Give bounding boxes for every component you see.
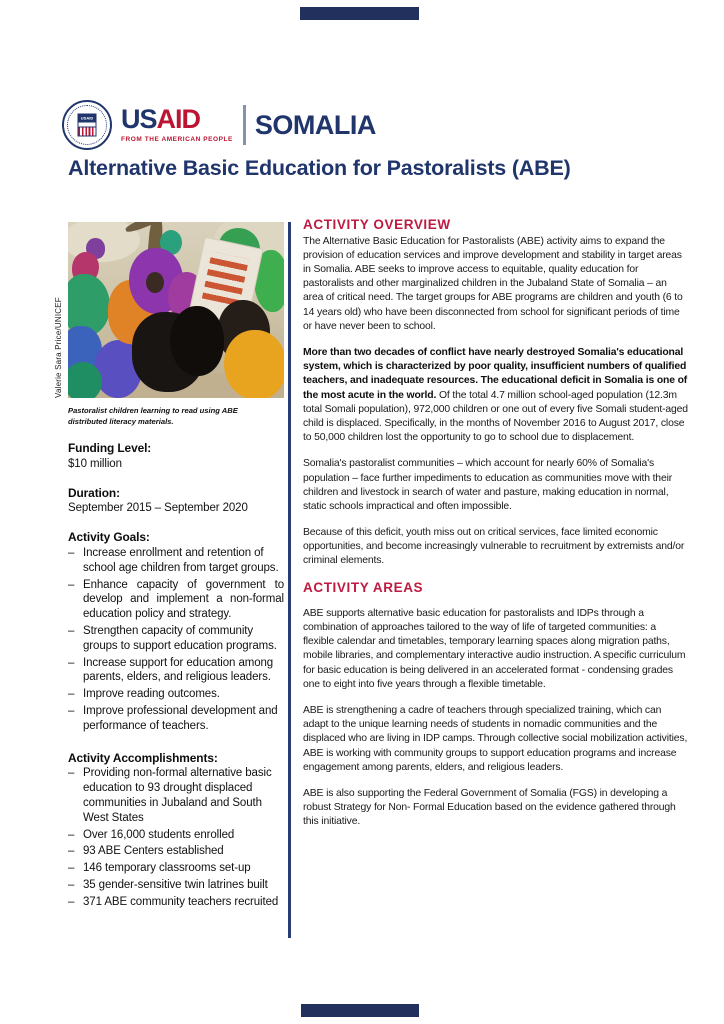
usaid-aid: AID xyxy=(156,104,201,135)
mission-name: SOMALIA xyxy=(254,109,376,140)
list-item-text: 35 gender-sensitive twin latrines built xyxy=(83,878,268,891)
logo-separator xyxy=(243,105,246,145)
list-item-text: Enhance capacity of government to develop and implement a non-formal education policy and strategy. xyxy=(83,578,284,621)
usaid-logo xyxy=(62,100,376,150)
accomplishment-item xyxy=(68,895,284,910)
photo-block xyxy=(54,222,284,427)
dash-bullet: – xyxy=(68,688,75,701)
accomplishment-item xyxy=(68,844,284,859)
areas-heading: ACTIVITY AREAS xyxy=(303,580,424,596)
usaid-seal-shield xyxy=(78,114,97,137)
list-item-text: Providing non-formal alternative basic education to 93 drought displaced communities in Jubaland and South West States xyxy=(83,767,272,824)
list-item-text: Improve reading outcomes. xyxy=(83,688,220,701)
dash-bullet: – xyxy=(68,828,75,841)
paragraph-lead: More than two decades of conflict have nearly destroyed Somalia's educational system, which is characterized by poor quality, insufficient numbers of qualified teachers, and inadequate resources. The educational deficit in Somalia is one of the most acute in the world. xyxy=(303,347,688,401)
goal-item xyxy=(68,624,284,654)
goal-item xyxy=(68,656,284,686)
goals-heading: Activity Goals: xyxy=(68,530,150,545)
dash-bullet: – xyxy=(68,895,75,908)
paragraph: ABE supports alternative basic education for pastoralists and IDPs through a combination of approaches tailored to the way of life of targeted communities: a flexible calendar and timetables, temporary learning spaces along migration paths, mobile libraries, and complementary interactive audio instruction. A specific curriculum for basic education is being delivered in an accelerated format - condensing grades one to eight into five years through a flexible timetable. xyxy=(303,608,686,690)
usaid-wordmark xyxy=(121,106,233,144)
accomplishment-item xyxy=(68,878,284,893)
photo-caption: Pastoralist children learning to read using ABE distributed literacy materials. xyxy=(68,406,238,426)
duration-value: September 2015 – September 2020 xyxy=(68,502,248,515)
list-item-text: Over 16,000 students enrolled xyxy=(83,828,235,841)
goal-item xyxy=(68,704,284,734)
paragraph: Somalia's pastoralist communities – which account for nearly 60% of Somalia's population – face further impediments to education as communities move with their children and livestock in search of water and pasture, making education in normal, static schools impractical and often impossible. xyxy=(303,458,673,512)
accomplishment-item xyxy=(68,861,284,876)
list-item-text: 146 temporary classrooms set-up xyxy=(83,862,251,875)
photo-shape xyxy=(224,330,284,398)
duration-label: Duration: xyxy=(68,485,120,500)
photo-shape xyxy=(146,272,164,293)
dash-bullet: – xyxy=(68,546,75,559)
usaid-seal-band xyxy=(79,123,96,128)
dash-bullet: – xyxy=(68,578,75,591)
goal-item xyxy=(68,687,284,702)
paragraph: The Alternative Basic Education for Pastoralists (ABE) activity aims to expand the provision of education services and improve development and stability in target areas in Somalia. ABE seeks to improve access to equitable, quality education for pastoralists and other marginalized children in the Jubaland State of Somalia – an area of critical need. The target groups for ABE programs are children and youth (6 to 14 years old) who have been disconnected from school for significant periods of time or have never been to school. xyxy=(303,236,683,332)
photo-credit: Valerie Sara Price/UNICEF xyxy=(54,297,63,398)
photo-shape xyxy=(68,362,102,398)
duration-section xyxy=(68,486,284,517)
goals-list xyxy=(68,546,284,734)
accomplishments-section xyxy=(68,751,284,910)
accomplishment-item xyxy=(68,766,284,825)
dash-bullet: – xyxy=(68,878,75,891)
usaid-us: US xyxy=(121,104,157,135)
dash-bullet: – xyxy=(68,767,75,780)
funding-section xyxy=(68,441,284,472)
overview-paragraphs xyxy=(303,235,689,568)
page-top-marker xyxy=(300,7,419,20)
accomplishments-list xyxy=(68,766,284,909)
accomplishments-heading: Activity Accomplishments: xyxy=(68,750,218,765)
funding-value: $10 million xyxy=(68,457,122,470)
page-title: Alternative Basic Education for Pastoralists (ABE) xyxy=(68,156,571,180)
areas-paragraphs xyxy=(303,607,689,829)
goal-item xyxy=(68,546,284,576)
list-item-text: 371 ABE community teachers recruited xyxy=(83,895,279,908)
goal-item xyxy=(68,578,284,622)
paragraph: Because of this deficit, youth miss out on critical services, face limited economic opportunities, and become increasingly vulnerable to recruitment by extremists and/or criminal elements. xyxy=(303,527,685,567)
paragraph: More than two decades of conflict have nearly destroyed Somalia's educational system, which is characterized by poor quality, insufficient numbers of qualified teachers, and inadequate resources. The educational deficit in Somalia is one of the most acute in the world. Of the total 4.7 million school-aged population (12.3m total Somali population), 972,000 children or one out of every five Somali student-aged child is displaced. Specifically, in the months of November 2016 to August 2017, close to 50,000 children lost the opportunity to go to school due to displacement. xyxy=(303,347,688,443)
photo-shape xyxy=(170,306,224,376)
paragraph: ABE is strengthening a cadre of teachers through specialized training, which can adapt to the unique learning needs of students in nomadic communities and the displaced who are living in IDP camps. Through collective social mobilization activities, ABE is working with community groups to support education programs and increase engagement among parents, elders, and religious leaders. xyxy=(303,705,688,773)
goals-section xyxy=(68,530,284,733)
dash-bullet: – xyxy=(68,656,75,669)
list-item-text: Increase enrollment and retention of school age children from target groups. xyxy=(83,546,279,574)
page-bottom-marker xyxy=(301,1004,419,1017)
column-divider xyxy=(288,222,291,938)
list-item-text: 93 ABE Centers established xyxy=(83,845,224,858)
right-column xyxy=(303,218,689,842)
funding-label: Funding Level: xyxy=(68,441,152,455)
paragraph: ABE is also supporting the Federal Government of Somalia (FGS) in developing a robust Strategy for Non- Formal Education based on the evidence gathered through this initiative. xyxy=(303,788,676,828)
accomplishment-item xyxy=(68,828,284,843)
list-item-text: Strengthen capacity of community groups to support education programs. xyxy=(83,624,277,652)
dash-bullet: – xyxy=(68,845,75,858)
list-item-text: Increase support for education among parents, elders, and religious leaders. xyxy=(83,656,274,684)
usaid-tagline: FROM THE AMERICAN PEOPLE xyxy=(121,136,233,144)
overview-heading: ACTIVITY OVERVIEW xyxy=(303,217,451,232)
dash-bullet: – xyxy=(68,624,75,637)
dash-bullet: – xyxy=(68,862,75,875)
dash-bullet: – xyxy=(68,704,75,717)
photo-pastoralist-children xyxy=(68,222,284,398)
usaid-seal-label: USAID xyxy=(79,115,96,123)
usaid-wordmark-text xyxy=(121,106,233,133)
usaid-seal-icon xyxy=(62,100,112,150)
list-item-text: Improve professional development and performance of teachers. xyxy=(83,704,278,732)
left-column xyxy=(54,222,284,912)
